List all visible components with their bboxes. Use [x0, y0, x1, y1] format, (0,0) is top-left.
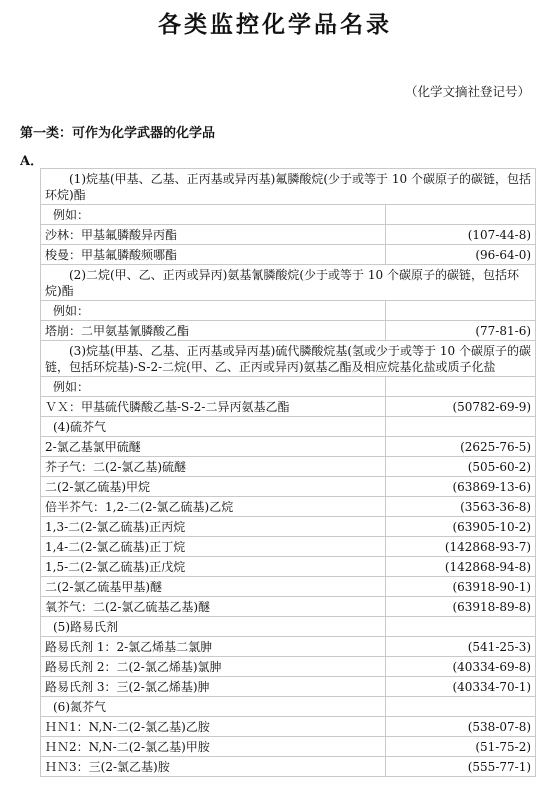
row-label: (5)路易氏剂: [41, 617, 386, 637]
category-heading: 第一类：可作为化学武器的化学品: [20, 126, 216, 141]
chemical-name: 路易氏剂 1：2-氯乙烯基二氯胂: [41, 637, 386, 657]
table-row: [41, 517, 536, 537]
table-row: [41, 537, 536, 557]
chemical-name: 2-氯乙基氯甲硫醚: [41, 437, 386, 457]
table-row: [41, 757, 536, 777]
cas-number: [386, 417, 536, 437]
cas-number: (142868-93-7): [386, 537, 536, 557]
chemical-name: ＨＮ2：N,N-二(2-氯乙基)甲胺: [41, 737, 386, 757]
cas-number: (2625-76-5): [386, 437, 536, 457]
cas-number: (505-60-2): [386, 457, 536, 477]
row-label: 例如：: [41, 377, 386, 397]
table-row: [41, 321, 536, 341]
cas-number: (541-25-3): [386, 637, 536, 657]
chemical-name: 二(2-氯乙硫基)甲烷: [41, 477, 386, 497]
table-row: [41, 457, 536, 477]
chemical-name: 1,5-二(2-氯乙硫基)正戊烷: [41, 557, 386, 577]
cas-number: [386, 697, 536, 717]
table-row: [41, 265, 536, 301]
chemical-table: [40, 168, 536, 777]
chemical-table-body: [41, 169, 536, 777]
table-row: [41, 245, 536, 265]
cas-number: (107-44-8): [386, 225, 536, 245]
table-row: [41, 737, 536, 757]
cas-number: (63869-13-6): [386, 477, 536, 497]
cas-number: [386, 301, 536, 321]
table-row: [41, 205, 536, 225]
cas-number: (63918-90-1): [386, 577, 536, 597]
cas-number: (50782-69-9): [386, 397, 536, 417]
cas-number: [386, 377, 536, 397]
category-description: (3)烷基(甲基、乙基、正丙基或异丙基)硫代膦酸烷基(氢或少于或等于 10 个碳原子的碳链，包括环烷基)-S-2-二烷(甲、乙、正丙或异丙)氨基乙酯及相应烷基化盐或质子化盐: [41, 341, 536, 377]
chemical-name: 二(2-氯乙硫基甲基)醚: [41, 577, 386, 597]
table-row: [41, 397, 536, 417]
chemical-name: 沙林：甲基氟膦酸异丙酯: [41, 225, 386, 245]
chemical-name: 塔崩：二甲氨基氰膦酸乙酯: [41, 321, 386, 341]
cas-number: [386, 617, 536, 637]
table-row: [41, 497, 536, 517]
cas-number: (142868-94-8): [386, 557, 536, 577]
table-row: [41, 657, 536, 677]
table-row: [41, 417, 536, 437]
chemical-name: 倍半芥气：1,2-二(2-氯乙硫基)乙烷: [41, 497, 386, 517]
table-row: [41, 301, 536, 321]
cas-number: (538-07-8): [386, 717, 536, 737]
category-description: (1)烷基(甲基、乙基、正丙基或异丙基)氟膦酸烷(少于或等于 10 个碳原子的碳链，包括环烷)酯: [41, 169, 536, 205]
chemical-name: ＨＮ1：N,N-二(2-氯乙基)乙胺: [41, 717, 386, 737]
table-row: [41, 597, 536, 617]
chemical-name: 1,4-二(2-氯乙硫基)正丁烷: [41, 537, 386, 557]
row-label: 例如：: [41, 205, 386, 225]
section-label: A．: [20, 154, 44, 169]
table-row: [41, 677, 536, 697]
table-row: [41, 477, 536, 497]
table-row: [41, 169, 536, 205]
table-row: [41, 225, 536, 245]
cas-number: (63905-10-2): [386, 517, 536, 537]
chemical-name: ＶＸ：甲基硫代膦酸乙基-S-2-二异丙氨基乙酯: [41, 397, 386, 417]
row-label: (4)硫芥气: [41, 417, 386, 437]
cas-number: (96-64-0): [386, 245, 536, 265]
table-row: [41, 697, 536, 717]
cas-number: (3563-36-8): [386, 497, 536, 517]
category-description: (2)二烷(甲、乙、正丙或异丙)氨基氰膦酸烷(少于或等于 10 个碳原子的碳链，包括环烷)酯: [41, 265, 536, 301]
cas-number: (555-77-1): [386, 757, 536, 777]
chemical-name: 芥子气：二(2-氯乙基)硫醚: [41, 457, 386, 477]
table-row: [41, 577, 536, 597]
chemical-name: 路易氏剂 3：三(2-氯乙烯基)胂: [41, 677, 386, 697]
table-row: [41, 557, 536, 577]
row-label: 例如：: [41, 301, 386, 321]
table-row: [41, 341, 536, 377]
chemical-name: 1,3-二(2-氯乙硫基)正丙烷: [41, 517, 386, 537]
table-row: [41, 637, 536, 657]
cas-number: (40334-69-8): [386, 657, 536, 677]
cas-number: (63918-89-8): [386, 597, 536, 617]
cas-number: (51-75-2): [386, 737, 536, 757]
chemical-name: ＨＮ3：三(2-氯乙基)胺: [41, 757, 386, 777]
table-row: [41, 377, 536, 397]
row-label: (6)氮芥气: [41, 697, 386, 717]
cas-number: [386, 205, 536, 225]
table-row: [41, 437, 536, 457]
cas-number: (77-81-6): [386, 321, 536, 341]
chemical-name: 路易氏剂 2：二(2-氯乙烯基)氯胂: [41, 657, 386, 677]
table-row: [41, 717, 536, 737]
chemical-name: 氧芥气：二(2-氯乙硫基乙基)醚: [41, 597, 386, 617]
cas-number: (40334-70-1): [386, 677, 536, 697]
source-note: （化学文摘社登记号）: [404, 84, 530, 99]
table-row: [41, 617, 536, 637]
chemical-name: 梭曼：甲基氟膦酸频哪酯: [41, 245, 386, 265]
document-title: 各类监控化学品名录: [158, 12, 392, 38]
